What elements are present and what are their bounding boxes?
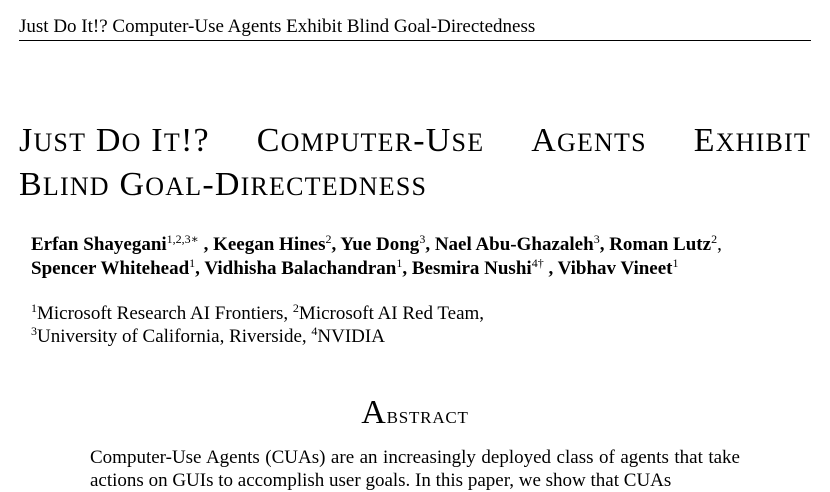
author-name: Nael Abu-Ghazaleh: [434, 234, 594, 255]
title-line-1: [19, 120, 811, 164]
author-affiliation-marker: 1,2,3∗: [166, 232, 199, 246]
author-affiliation-marker: 3: [419, 232, 426, 246]
author-affiliation-marker: 1: [396, 256, 403, 270]
author-affiliation-marker: 3: [593, 232, 600, 246]
affiliation-name: Microsoft Research AI Frontiers,: [37, 303, 289, 324]
author-name: Besmira Nushi: [411, 258, 532, 279]
author-name: Vibhav Vineet: [557, 258, 673, 279]
affiliation-name: Microsoft AI Red Team,: [298, 303, 485, 324]
author-affiliation-marker: 4†: [531, 256, 544, 270]
author-affiliation-marker: 1: [672, 256, 679, 270]
title-word: AGENTS: [531, 122, 647, 159]
author-name: Erfan Shayegani: [31, 234, 167, 255]
abstract-body: Computer-Use Agents (CUAs) are an increasingly deployed class of agents that take actions on GUIs to accomplish user goals. In this paper, we show that CUAs: [90, 447, 740, 491]
running-head: Just Do It!? Computer-Use Agents Exhibit Blind Goal-Directedness: [19, 16, 811, 41]
affiliation-list: [31, 302, 791, 348]
author-name: Yue Dong: [340, 234, 420, 255]
paper-title: [19, 120, 811, 208]
title-line-2: BLIND GOAL-DIRECTEDNESS: [19, 166, 428, 203]
title-word: COMPUTER-USE: [256, 122, 485, 159]
author-name: Roman Lutz: [609, 234, 712, 255]
author-name: Keegan Hines: [213, 234, 326, 255]
affiliation-marker: 2: [292, 301, 299, 315]
affiliation-name: University of California, Riverside,: [37, 326, 307, 347]
affiliation-marker: 3: [31, 324, 37, 338]
author-name: Spencer Whitehead: [31, 258, 190, 279]
affiliation-name: NVIDIA: [317, 326, 385, 347]
author-name: Vidhisha Balachandran: [204, 258, 397, 279]
title-word: EXHIBIT: [693, 122, 811, 159]
abstract-heading: ABSTRACT: [361, 394, 469, 431]
title-word: JUST DO IT!?: [19, 122, 210, 159]
affiliation-marker: 4: [311, 324, 318, 338]
affiliation-marker: 1: [31, 301, 37, 315]
author-affiliation-marker: 2: [711, 232, 718, 246]
author-list: Erfan Shayegani$^{1,2,3∗}$ , Keegan Hines$^2$, Yue Dong$^3$, Nael Abu-Ghazaleh$^3$, Roman Lutz$^2$, Spencer Whitehead$^1$, Vidhisha Balachandran$^1$, Besmira Nushi$^{4\dagger}$ , Vibhav Vineet$^1$: [31, 232, 722, 279]
author-affiliation-marker: 2: [325, 232, 332, 246]
author-affiliation-marker: 1: [189, 256, 196, 270]
